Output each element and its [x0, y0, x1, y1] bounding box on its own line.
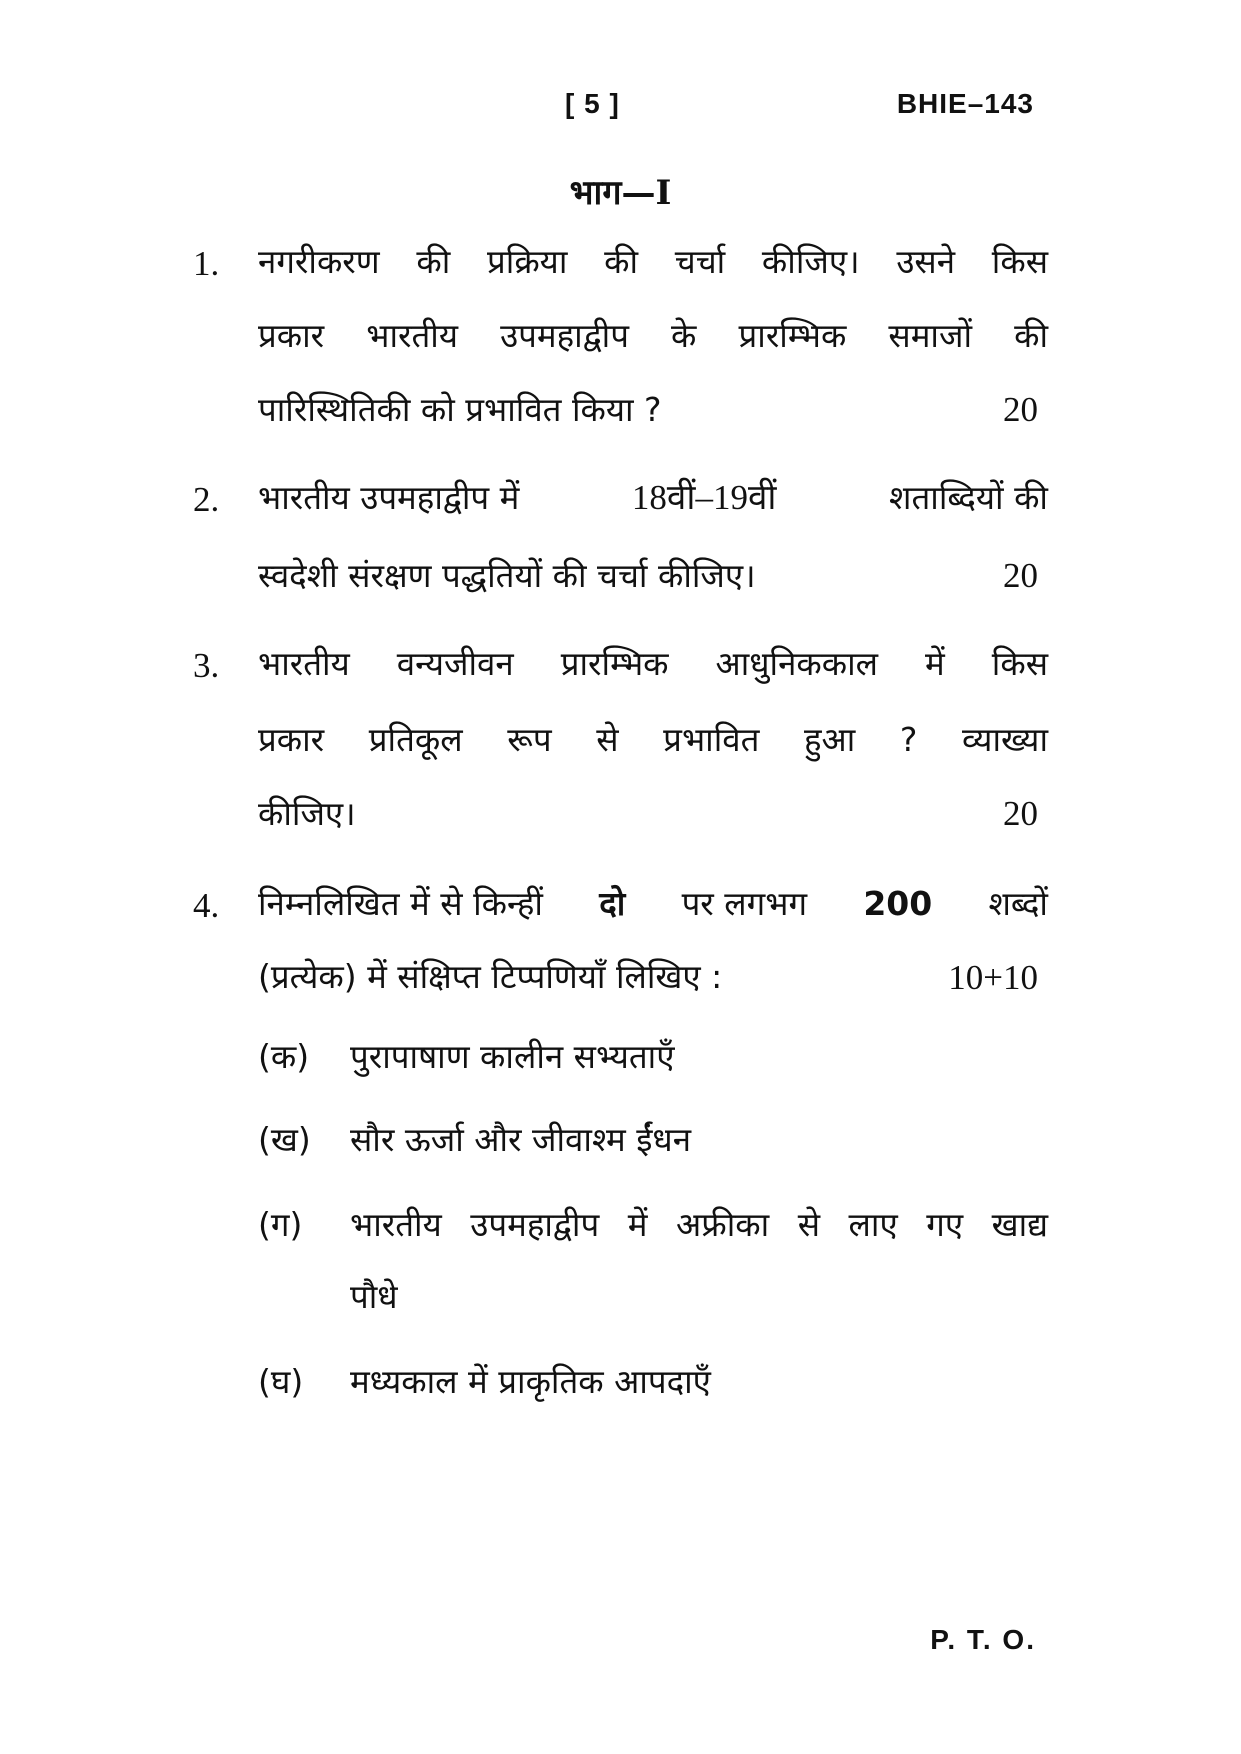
- question-text: शब्दों: [988, 884, 1048, 923]
- question-line: प्रकार भारतीय उपमहाद्वीप के प्रारम्भिक समाजों की: [258, 316, 1048, 355]
- question-text: पर लगभग: [681, 884, 808, 923]
- paper-code: BHIE–143: [896, 88, 1034, 119]
- question-number: 4.: [193, 886, 220, 925]
- question-number: 3.: [193, 646, 220, 685]
- question-line: नगरीकरण की प्रक्रिया की चर्चा कीजिए। उसने किस: [258, 242, 1048, 281]
- subpart-text: भारतीय उपमहाद्वीप में अफ्रीका से लाए गए खाद्य: [350, 1205, 1048, 1244]
- question-line: [258, 882, 1048, 926]
- question-line: कीजिए।: [258, 794, 356, 833]
- page-number: [ 5 ]: [565, 88, 620, 119]
- question-marks: 20: [1003, 794, 1038, 833]
- question-line: (प्रत्येक) में संक्षिप्त टिप्पणियाँ लिखिए :: [258, 957, 723, 996]
- subpart-text: सौर ऊर्जा और जीवाश्म ईंधन: [350, 1120, 692, 1159]
- question-marks: 10+10: [948, 958, 1038, 997]
- subpart-text: पुरापाषाण कालीन सभ्यताएँ: [350, 1037, 675, 1076]
- subpart-text: मध्यकाल में प्राकृतिक आपदाएँ: [350, 1362, 711, 1401]
- question-text: शताब्दियों की: [889, 478, 1048, 517]
- subpart-label: (घ): [258, 1362, 304, 1401]
- century-range: 18वीं–19वीं: [631, 478, 777, 517]
- please-turn-over: P. T. O.: [930, 1624, 1036, 1655]
- question-line: प्रकार प्रतिकूल रूप से प्रभावित हुआ ? व्याख्या: [258, 720, 1048, 759]
- question-number: 2.: [193, 480, 220, 519]
- subpart-label: (ग): [258, 1205, 303, 1244]
- question-line: पारिस्थितिकी को प्रभावित किया ?: [258, 390, 662, 429]
- section-title: भाग—I: [569, 173, 672, 213]
- question-line: स्वदेशी संरक्षण पद्धतियों की चर्चा कीजिए।: [258, 556, 756, 595]
- subpart-text-continued: पौधे: [350, 1277, 398, 1316]
- subpart-label: (क): [258, 1037, 310, 1076]
- word-count: 200: [863, 884, 933, 923]
- emphasis-word: दो: [599, 884, 626, 923]
- question-marks: 20: [1003, 556, 1038, 595]
- subpart-label: (ख): [258, 1120, 311, 1159]
- question-text: भारतीय उपमहाद्वीप में: [258, 478, 520, 517]
- question-line: भारतीय वन्यजीवन प्रारम्भिक आधुनिककाल में किस: [258, 644, 1048, 683]
- question-number: 1.: [193, 244, 220, 283]
- question-line: [258, 476, 1048, 520]
- question-marks: 20: [1003, 390, 1038, 429]
- question-text: निम्नलिखित में से किन्हीं: [258, 884, 543, 923]
